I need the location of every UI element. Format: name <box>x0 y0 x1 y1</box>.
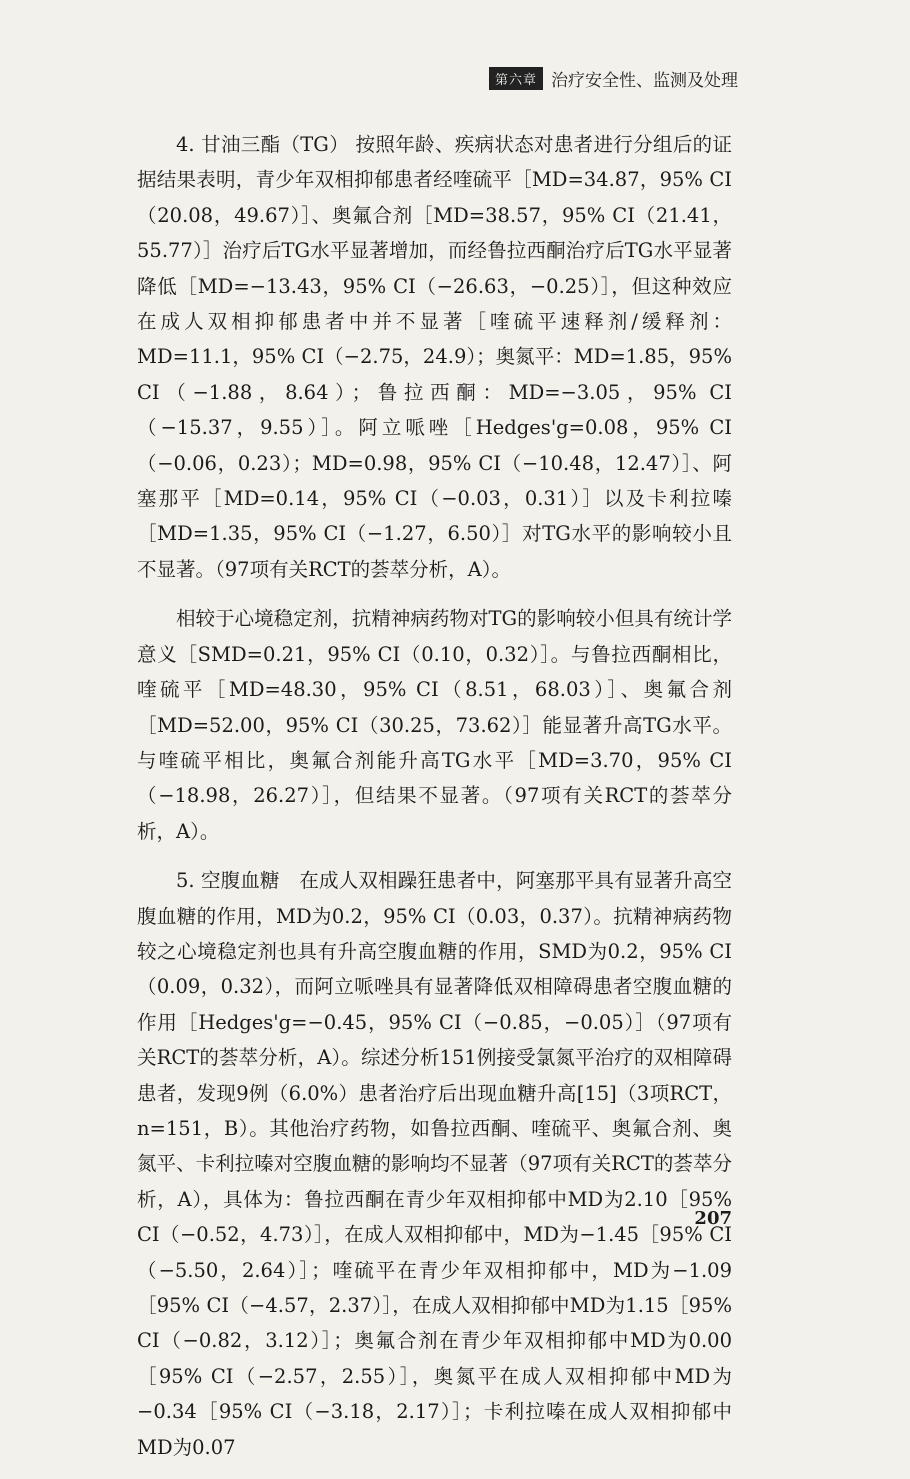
chapter-tag: 第六章 <box>489 67 543 90</box>
paragraph-text: 4. 甘油三酯（TG） 按照年龄、疾病状态对患者进行分组后的证据结果表明，青少年双相抑郁患者经喹硫平［MD=34.87，95% CI（20.08，49.67）］、奥氟合剂［MD=38.57，95% CI（21.41，55.77）］治疗后TG水平显著增加，而经鲁拉西酮治疗后TG水平显著降低［MD=−13.43，95% CI（−26.63，−0.25）］，但这种效应在成人双相抑郁患者中并不显著［喹硫平速释剂/缓释剂：MD=11.1，95% CI（−2.75，24.9）；奥氮平：MD=1.85，95% CI（−1.88，8.64）；鲁拉西酮：MD=−3.05，95% CI（−15.37，9.55）］。阿立哌唑［Hedges'g=0.08，95% CI（−0.06，0.23）；MD=0.98，95% CI（−10.48，12.47）］、阿塞那平［MD=0.14，95% CI（−0.03，0.31）］以及卡利拉嗪［MD=1.35，95% CI（−1.27，6.50）］对TG水平的影响较小且不显著。（97项有关RCT的荟萃分析，A）。 <box>137 133 732 581</box>
paragraph-fasting-glucose <box>137 863 732 1465</box>
paragraph-tg-comparison <box>137 601 732 849</box>
body-text <box>137 127 732 1479</box>
running-header-title: 治疗安全性、监测及处理 <box>551 71 738 91</box>
paragraph-text: 5. 空腹血糖 在成人双相躁狂患者中，阿塞那平具有显著升高空腹血糖的作用，MD为0.2，95% CI（0.03，0.37）。抗精神病药物较之心境稳定剂也具有升高空腹血糖的作用，SMD为0.2，95% CI（0.09，0.32），而阿立哌唑具有显著降低双相障碍患者空腹血糖的作用［Hedges'g=−0.45，95% CI（−0.85，−0.05）］（97项有关RCT的荟萃分析，A）。综述分析151例接受氯氮平治疗的双相障碍患者，发现9例（6.0%）患者治疗后出现血糖升高[15]（3项RCT，n=151，B）。其他治疗药物，如鲁拉西酮、喹硫平、奥氟合剂、奥氮平、卡利拉嗪对空腹血糖的影响均不显著（97项有关RCT的荟萃分析，A），具体为：鲁拉西酮在青少年双相抑郁中MD为2.10［95% CI（−0.52，4.73）］，在成人双相抑郁中，MD为−1.45［95% CI（−5.50，2.64）］；喹硫平在青少年双相抑郁中，MD为−1.09［95% CI（−4.57，2.37）］，在成人双相抑郁中MD为1.15［95% CI（−0.82，3.12）］；奥氟合剂在青少年双相抑郁中MD为0.00［95% CI（−2.57，2.55）］，奥氮平在成人双相抑郁中MD为−0.34［95% CI（−3.18，2.17）］；卡利拉嗪在成人双相抑郁中MD为0.07 <box>137 869 732 1459</box>
paragraph-text: 相较于心境稳定剂，抗精神病药物对TG的影响较小但具有统计学意义［SMD=0.21，95% CI（0.10，0.32）］。与鲁拉西酮相比，喹硫平［MD=48.30，95% CI（8.51，68.03）］、奥氟合剂［MD=52.00，95% CI（30.25，73.62）］能显著升高TG水平。与喹硫平相比，奥氟合剂能升高TG水平［MD=3.70，95% CI（−18.98，26.27）］，但结果不显著。（97项有关RCT的荟萃分析，A）。 <box>137 607 732 843</box>
paragraph-triglycerides <box>137 127 732 587</box>
page-number: 207 <box>694 1208 732 1229</box>
running-header <box>489 66 738 91</box>
